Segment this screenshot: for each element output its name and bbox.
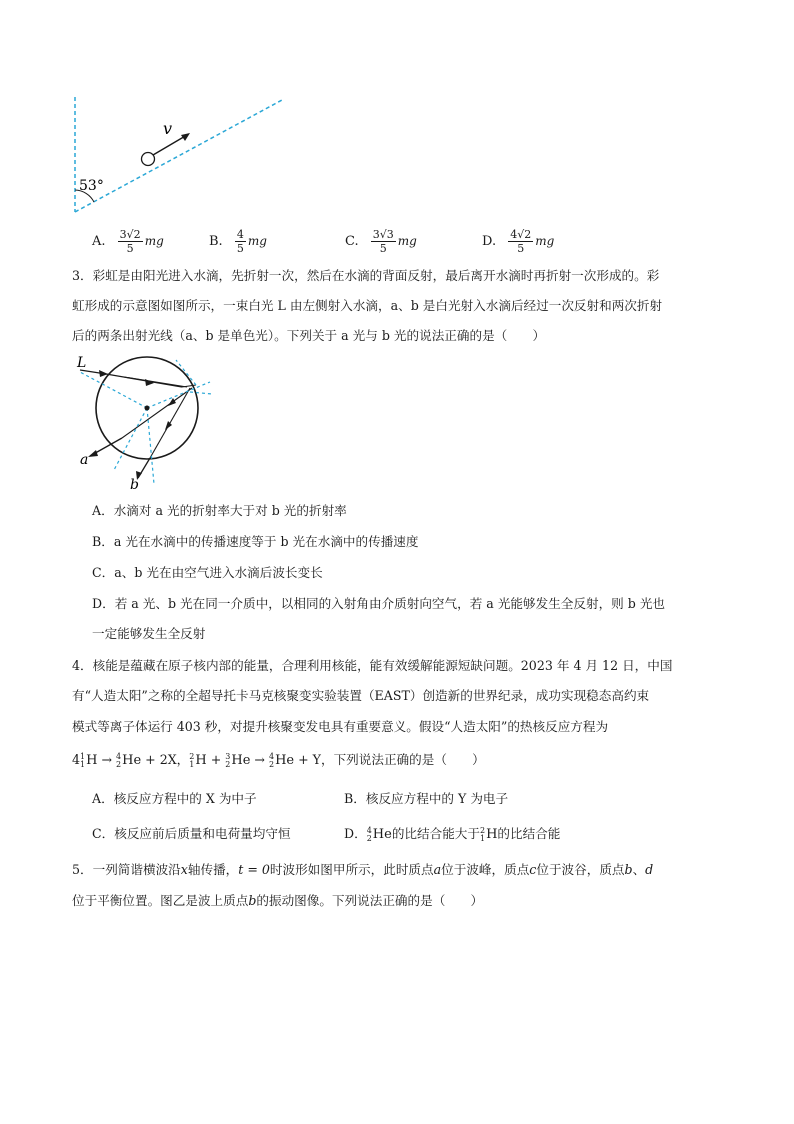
q3-option-d-cont: 一定能够发生全反射 (92, 626, 206, 641)
angle-label: 53° (79, 178, 104, 194)
q4-stem-line2: 有“人造太阳”之称的全超导托卡马克核聚变实验装置（EAST）创造新的世界纪录，成功实现稳态高约束 (72, 688, 650, 703)
velocity-arrowhead (181, 133, 190, 141)
velocity-arrow (153, 135, 187, 155)
q4-option-b[interactable]: B．核反应方程中的 Y 为电子 (344, 791, 509, 806)
incline-velocity-figure (60, 92, 290, 217)
ball (142, 153, 155, 166)
q2-option-b[interactable]: B. $\frac{4}{5}$ mg (209, 228, 267, 255)
droplet-center (145, 406, 150, 411)
q3-stem-line2: 虹形成的示意图如图所示，一束白光 L 由左侧射入水滴，a、b 是白光射入水滴后经过一次反射和两次折射 (72, 298, 663, 313)
q2-option-d[interactable]: D. $\frac{4√2}{5}$ mg (482, 228, 555, 255)
normal-line-1 (80, 372, 147, 408)
incline-dashed-line (75, 100, 282, 212)
q4-equation-line: 4 1 1 H → 4 2 He + 2X， 2 1 H + 3 2 He → 4 2 He + Y，下列说法正确的是（ ） (72, 751, 485, 769)
q3-option-d[interactable]: D．若 a 光、b 光在同一介质中，以相同的入射角由介质射向空气，若 a 光能够发生全反射，则 b 光也 (92, 596, 666, 611)
q2-option-a[interactable]: A. $\frac{3√2}{5}$ mg (92, 228, 164, 255)
normal-line-5 (176, 360, 196, 385)
label-a: a (80, 452, 89, 468)
q3-stem-line3: 后的两条出射光线（a、b 是单色光）。下列关于 a 光与 b 光的说法正确的是（ ） (72, 328, 546, 343)
q4-stem-line1: 4．核能是蕴藏在原子核内部的能量，合理利用核能，能有效缓解能源短缺问题。2023 年 4 月 12 日，中国 (72, 658, 673, 673)
q5-stem-line1: 5．一列简谐横波沿x轴传播，t = 0时波形如图甲所示，此时质点a位于波峰，质点c位于波谷，质点b、d (72, 862, 654, 877)
label-incident: L (77, 355, 87, 371)
q5-stem-line2: 位于平衡位置。图乙是波上质点b的振动图像。下列说法正确的是（ ） (72, 893, 484, 908)
q4-option-c[interactable]: C．核反应前后质量和电荷量均守恒 (92, 826, 291, 841)
q3-option-c[interactable]: C．a、b 光在由空气进入水滴后波长变长 (92, 565, 323, 580)
q3-option-a[interactable]: A．水滴对 a 光的折射率大于对 b 光的折射率 (92, 503, 347, 518)
q3-option-b[interactable]: B．a 光在水滴中的传播速度等于 b 光在水滴中的传播速度 (92, 534, 419, 549)
label-b: b (130, 477, 139, 490)
reflected-ray-a (122, 388, 192, 438)
velocity-label: v (163, 119, 173, 138)
q2-option-c[interactable]: C. $\frac{3√3}{5}$ mg (345, 228, 417, 255)
rainbow-droplet-figure (72, 352, 222, 490)
nuclear-equation: 4 1 1 H → 4 2 He + 2X， 2 1 H + 3 2 He → 4 2 He + Y (72, 751, 321, 769)
q4-option-a[interactable]: A．核反应方程中的 X 为中子 (92, 791, 257, 806)
q4-stem-line3: 模式等离子体运行 403 秒，对提升核聚变发电具有重要意义。假设“人造太阳”的热核反应方程为 (72, 719, 609, 734)
q4-option-d[interactable]: D． 4 2 He 的比结合能大于 2 1 H 的比结合能 (344, 825, 561, 843)
q3-stem-line1: 3．彩虹是由阳光进入水滴，先折射一次，然后在水滴的背面反射，最后离开水滴时再折射一次形成的。彩 (72, 268, 660, 283)
